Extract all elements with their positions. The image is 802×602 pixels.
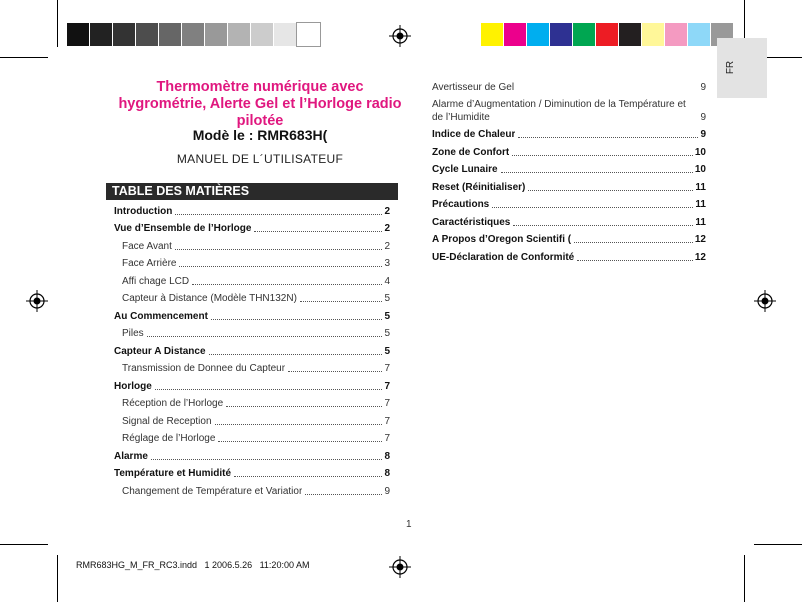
- toc-entry-label: Au Commencement: [114, 310, 208, 322]
- toc-leader-dots: [288, 371, 382, 372]
- toc-entry-page: 9: [384, 485, 390, 497]
- toc-entry-page: 7: [384, 363, 390, 374]
- toc-entry[interactable]: [432, 229, 706, 247]
- color-swatch: [251, 23, 274, 46]
- toc-entry-page: 9: [700, 129, 706, 140]
- toc-entry-page: 7: [384, 433, 390, 444]
- toc-entry[interactable]: [114, 323, 390, 341]
- title-line: pilotée: [236, 113, 284, 129]
- toc-left-column: [114, 200, 390, 498]
- toc-entry[interactable]: [114, 480, 390, 498]
- toc-entry-label: A Propos d’Oregon Scientifi (: [432, 234, 572, 245]
- toc-entry-page: 10: [694, 164, 706, 175]
- toc-leader-dots: [528, 190, 693, 191]
- toc-entry-page: 5: [384, 345, 390, 357]
- toc-entry-page: 7: [384, 380, 390, 392]
- toc-entry-label: Transmission de Donnee du Capteur: [122, 363, 286, 374]
- toc-entry[interactable]: [432, 246, 706, 264]
- color-swatch: [527, 23, 550, 46]
- toc-entry-label: Capteur A Distance: [114, 345, 206, 357]
- crop-mark: [57, 0, 58, 47]
- toc-entry[interactable]: [114, 218, 390, 236]
- toc-entry-label: Réception de l’Horloge: [122, 398, 224, 409]
- crop-mark: [754, 544, 802, 545]
- toc-entry-page: 11: [695, 199, 706, 210]
- title-line: Thermomètre numérique avec: [156, 79, 364, 95]
- toc-entry[interactable]: [432, 176, 706, 194]
- toc-leader-dots: [492, 207, 693, 208]
- color-swatch: [90, 23, 113, 46]
- color-swatch: [182, 23, 205, 46]
- toc-entry[interactable]: [432, 124, 706, 142]
- toc-entry-label: Reset (Réinitialiser): [432, 181, 526, 193]
- toc-entry-label: Capteur à Distance (Modèle THN132N): [122, 293, 297, 304]
- toc-entry-label: Alarme d’Augmentation / Diminution de la Température et de l’Humidite: [432, 98, 686, 123]
- toc-entry[interactable]: [114, 445, 390, 463]
- color-swatch: [573, 23, 596, 46]
- toc-entry-label: Vue d’Ensemble de l’Horloge: [114, 223, 252, 234]
- toc-entry[interactable]: [114, 358, 390, 376]
- toc-entry-label: Changement de Température et Variatior: [122, 485, 303, 497]
- toc-entry-label: UE-Déclaration de Conformité: [432, 251, 575, 263]
- toc-leader-dots: [209, 354, 383, 355]
- color-swatch: [228, 23, 251, 46]
- toc-leader-dots: [254, 231, 382, 232]
- toc-leader-dots: [175, 214, 382, 215]
- document-title: [110, 79, 410, 130]
- toc-entry-page: 5: [384, 310, 390, 322]
- color-swatch: [550, 23, 573, 46]
- crop-mark: [57, 555, 58, 602]
- color-swatch: [688, 23, 711, 46]
- toc-leader-dots: [226, 406, 382, 407]
- color-swatch-bar: [481, 23, 734, 46]
- toc-entry-page: 11: [695, 216, 706, 228]
- toc-leader-dots: [218, 441, 382, 442]
- print-footer: RMR683HG_M_FR_RC3.indd 1 2006.5.26 11:20:00 AM: [76, 560, 310, 570]
- toc-entry[interactable]: [114, 253, 390, 271]
- toc-entry[interactable]: [114, 393, 390, 411]
- toc-entry-page: 2: [384, 205, 390, 217]
- toc-entry[interactable]: [114, 270, 390, 288]
- toc-entry[interactable]: [432, 76, 706, 94]
- toc-entry-page: 2: [384, 223, 390, 234]
- toc-leader-dots: [518, 137, 698, 138]
- toc-leader-dots: [234, 476, 382, 477]
- toc-leader-dots: [151, 459, 383, 460]
- toc-entry-page: 12: [694, 234, 706, 245]
- toc-leader-dots: [300, 301, 383, 302]
- toc-entry-page: 2: [384, 240, 390, 252]
- toc-entry-page: 4: [384, 275, 390, 287]
- color-swatch: [136, 23, 159, 46]
- color-swatch: [665, 23, 688, 46]
- color-swatch: [642, 23, 665, 46]
- color-swatch: [619, 23, 642, 46]
- toc-entry[interactable]: [114, 340, 390, 358]
- model-number: Modè le : RMR683H(: [192, 127, 328, 143]
- color-swatch: [596, 23, 619, 46]
- toc-heading: TABLE DES MATIÈRES: [106, 183, 398, 200]
- toc-entry-label: Horloge: [114, 380, 152, 392]
- toc-entry-page: 9: [700, 81, 706, 93]
- color-swatch: [297, 23, 320, 46]
- toc-entry-label: Introduction: [114, 205, 173, 217]
- toc-entry-label: Signal de Reception: [122, 415, 212, 427]
- registration-mark-icon: [389, 25, 411, 47]
- toc-leader-dots: [574, 242, 693, 243]
- toc-leader-dots: [147, 336, 383, 337]
- toc-entry[interactable]: [114, 235, 390, 253]
- toc-entry-label: Face Avant: [122, 240, 172, 252]
- toc-entry-label: Température et Humidité: [114, 468, 232, 479]
- page-number: 1: [406, 519, 412, 530]
- toc-right-column: [432, 76, 706, 264]
- crop-mark: [744, 555, 745, 602]
- toc-leader-dots: [501, 172, 693, 173]
- toc-leader-dots: [513, 225, 693, 226]
- toc-leader-dots: [577, 260, 693, 261]
- toc-entry-label: Caractéristiques: [432, 216, 511, 228]
- color-swatch: [481, 23, 504, 46]
- toc-leader-dots: [155, 389, 383, 390]
- crop-mark: [0, 57, 48, 58]
- toc-entry-page: 8: [384, 468, 390, 479]
- title-line: hygrométrie, Alerte Gel et l’Horloge radio: [118, 96, 402, 112]
- toc-leader-dots: [215, 424, 383, 425]
- toc-entry[interactable]: [114, 410, 390, 428]
- toc-entry-page: 5: [384, 328, 390, 339]
- color-swatch: [159, 23, 182, 46]
- toc-entry-label: Affi chage LCD: [122, 275, 190, 287]
- toc-entry-page: 8: [384, 450, 390, 462]
- toc-entry-page: 9: [700, 111, 706, 123]
- toc-entry-label: Alarme: [114, 450, 148, 462]
- crop-mark: [0, 544, 48, 545]
- toc-entry[interactable]: [432, 159, 706, 177]
- toc-entry-label: Face Arrière: [122, 258, 177, 269]
- toc-entry-label: Précautions: [432, 199, 490, 210]
- language-tab-label: FR: [725, 60, 737, 75]
- toc-entry[interactable]: [114, 428, 390, 446]
- toc-entry[interactable]: [432, 194, 706, 212]
- toc-entry-page: 7: [384, 398, 390, 409]
- color-swatch: [274, 23, 297, 46]
- toc-entry-label: Réglage de l’Horloge: [122, 433, 216, 444]
- toc-entry-label: Piles: [122, 328, 144, 339]
- color-swatch: [67, 23, 90, 46]
- toc-entry-page: 11: [695, 181, 706, 193]
- toc-leader-dots: [512, 155, 693, 156]
- toc-entry-label: Cycle Lunaire: [432, 164, 498, 175]
- toc-entry-label: Zone de Confort: [432, 146, 510, 158]
- toc-entry[interactable]: [114, 375, 390, 393]
- toc-entry-page: 10: [694, 146, 706, 158]
- toc-entry-page: 3: [384, 258, 390, 269]
- registration-mark-icon: [26, 290, 48, 312]
- toc-entry[interactable]: [432, 211, 706, 229]
- toc-entry-label: Avertisseur de Gel: [432, 81, 515, 93]
- toc-entry-label: Indice de Chaleur: [432, 129, 516, 140]
- toc-leader-dots: [179, 266, 382, 267]
- grayscale-swatch-bar: [67, 23, 320, 46]
- registration-mark-icon: [389, 556, 411, 578]
- toc-entry[interactable]: [114, 463, 390, 481]
- toc-leader-dots: [305, 494, 382, 495]
- toc-entry[interactable]: [114, 305, 390, 323]
- toc-entry-page: 5: [384, 293, 390, 304]
- toc-leader-dots: [192, 284, 382, 285]
- toc-entry-page: 7: [384, 415, 390, 427]
- toc-entry[interactable]: [114, 288, 390, 306]
- color-swatch: [205, 23, 228, 46]
- toc-leader-dots: [175, 249, 383, 250]
- toc-entry-page: 12: [694, 251, 706, 263]
- color-swatch: [504, 23, 527, 46]
- toc-entry[interactable]: [432, 141, 706, 159]
- toc-leader-dots: [211, 319, 383, 320]
- registration-mark-icon: [754, 290, 776, 312]
- manual-title: MANUEL DE L´UTILISATEUF: [176, 152, 344, 166]
- color-swatch: [113, 23, 136, 46]
- toc-entry[interactable]: [114, 200, 390, 218]
- toc-entry[interactable]: [432, 94, 706, 124]
